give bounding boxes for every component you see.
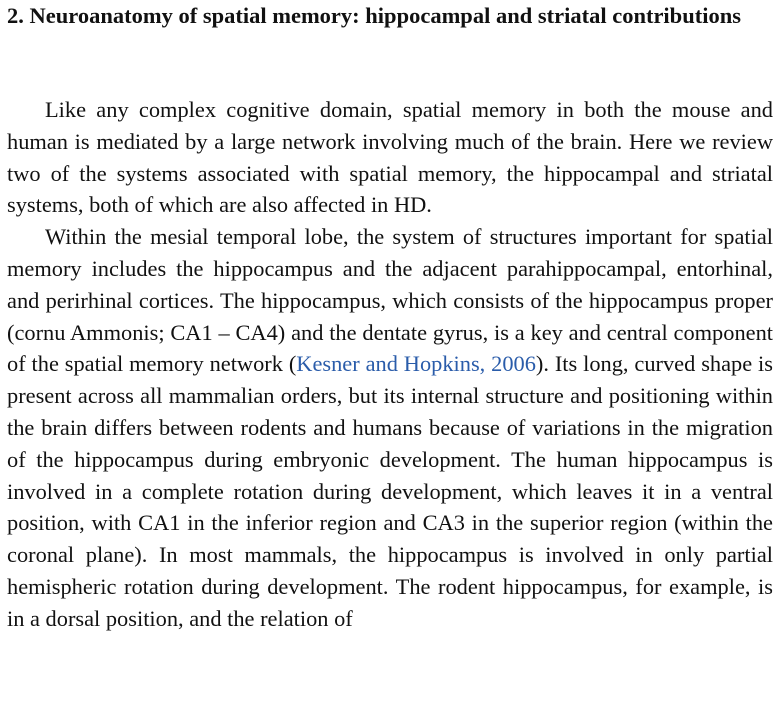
citation-link[interactable]: Kesner and Hopkins, 2006 bbox=[296, 351, 536, 377]
section-heading: 2. Neuroanatomy of spatial memory: hippocampal and striatal contributions bbox=[7, 3, 741, 28]
paragraph bbox=[7, 221, 773, 634]
paragraph: Like any complex cognitive domain, spatial memory in both the mouse and human is mediated by a large network involving much of the brain. Here we review two of the systems associated with spatial memory, the hippocampal and striatal systems, both of which are also affected in HD. bbox=[7, 97, 773, 218]
body-text bbox=[7, 94, 773, 635]
paragraph-text: ). Its long, curved shape is present across all mammalian orders, but its internal structure and positioning within the brain differs between rodents and humans because of variations in the migration of the hippocampus during embryonic development. The human hippocampus is involved in a complete rotation during development, which leaves it in a ventral position, with CA1 in the inferior region and CA3 in the superior region (within the coronal plane). In most mammals, the hippocampus is involved in only partial hemispheric rotation during development. The rodent hippocampus, for example, is in a dorsal position, and the relation of bbox=[7, 351, 773, 631]
paragraph-text: Within the mesial temporal lobe, the system of structures important for spatial memory includes the hippocampus and the adjacent parahippocampal, entorhinal, and perirhinal cortices. The hippocampus, which consists of the hippocampus proper (cornu Ammonis; CA1 – CA4) and the dentate gyrus, is a key and central component of the spatial memory network ( bbox=[7, 224, 773, 377]
